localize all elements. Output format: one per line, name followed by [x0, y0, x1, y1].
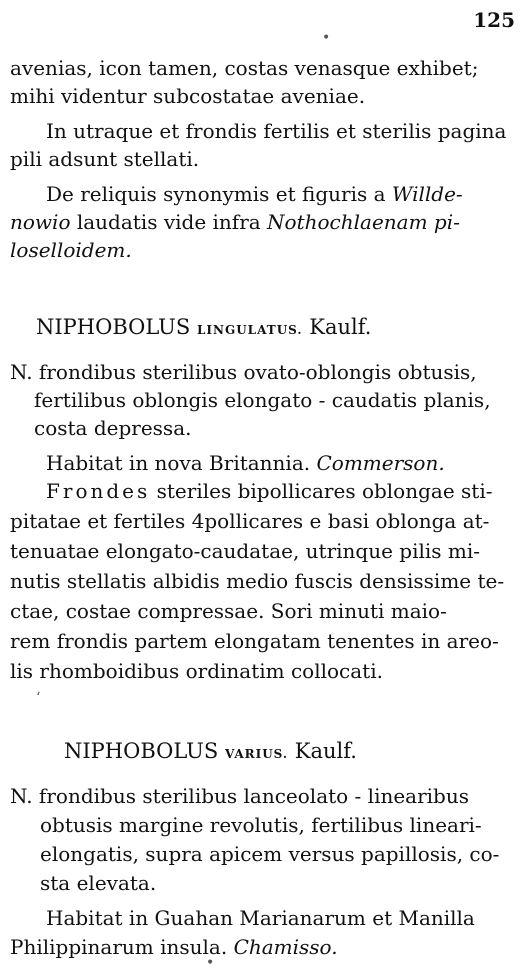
- text-line: De reliquis synonymis et figuris a Willde-: [46, 182, 463, 206]
- ink-speck: •: [206, 955, 215, 971]
- text-line: Frondes steriles bipollicares oblongae sti-: [46, 479, 493, 503]
- text-line: rem frondis partem elongatam tenentes in areo-: [10, 629, 499, 653]
- ink-speck: •: [322, 30, 331, 46]
- species-heading: NIPHOBOLUS LINGULATUS. Kaulf.: [36, 315, 372, 339]
- text-line: elongatis, supra apicem versus papillosis, co-: [40, 842, 500, 866]
- habitat-line: Habitat in Guahan Marianarum et Manilla: [46, 906, 475, 930]
- text-line: costa depressa.: [34, 416, 192, 440]
- text-line: nutis stellatis albidis medio fuscis densissime te-: [10, 569, 505, 593]
- text-line: sta elevata.: [40, 871, 157, 895]
- text-line: lis rhomboidibus ordinatim collocati.: [10, 659, 383, 683]
- text-line: mihi videntur subcostatae aveniae.: [10, 84, 366, 108]
- text-line: loselloidem.: [10, 238, 132, 262]
- species-heading: NIPHOBOLUS VARIUS. Kaulf.: [64, 739, 357, 763]
- text-line: fertilibus oblongis elongato - caudatis planis,: [34, 388, 491, 412]
- habitat-line: Philippinarum insula. Chamisso.: [10, 935, 338, 959]
- text-line: obtusis margine revolutis, fertilibus lineari-: [40, 813, 482, 837]
- habitat-line: Habitat in nova Britannia. Commerson.: [46, 451, 445, 475]
- text-line: In utraque et frondis fertilis et sterilis pagina: [46, 119, 507, 143]
- text-line: ctae, costae compressae. Sori minuti maio-: [10, 599, 447, 623]
- text-line: nowio laudatis vide infra Nothochlaenam pi-: [10, 210, 460, 234]
- text-line: pili adsunt stellati.: [10, 147, 200, 171]
- text-line: avenias, icon tamen, costas venasque exhibet;: [10, 56, 479, 80]
- text-line: N. frondibus sterilibus ovato-oblongis obtusis,: [10, 360, 477, 384]
- ink-speck: ‘: [36, 690, 41, 706]
- text-line: N. frondibus sterilibus lanceolato - linearibus: [10, 784, 470, 808]
- page-number: 125: [473, 8, 515, 32]
- text-line: pitatae et fertiles 4pollicares e basi oblonga at-: [10, 509, 490, 533]
- text-line: tenuatae elongato-caudatae, utrinque pilis mi-: [10, 539, 481, 563]
